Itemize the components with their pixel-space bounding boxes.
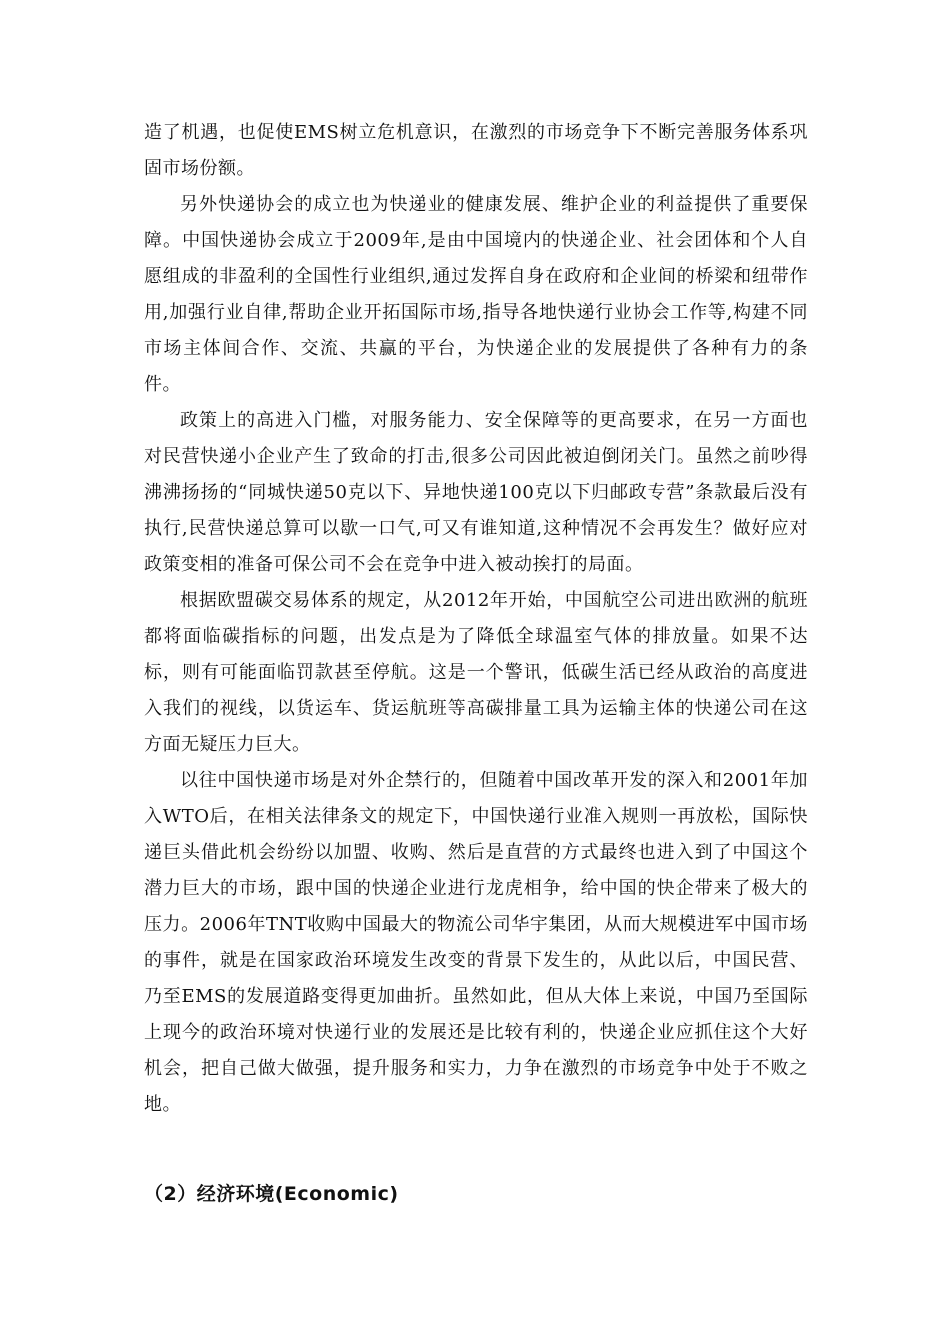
- section-heading-economic: （2）经济环境(Economic): [144, 1183, 399, 1205]
- document-body: [144, 115, 808, 1123]
- paragraph-foreign-entry: 以往中国快递市场是对外企禁行的，但随着中国改革开发的深入和2001年加入WTO后，在相关法律条文的规定下，中国快递行业准入规则一再放松，国际快递巨头借此机会纷纷以加盟、收购、然后是直营的方式最终也进入到了中国这个潜力巨大的市场，跟中国的快递企业进行龙虎相争，给中国的快企带来了极大的压力。2006年TNT收购中国最大的物流公司华宇集团，从而大规模进军中国市场的事件，就是在国家政治环境发生改变的背景下发生的，从此以后，中国民营、乃至EMS的发展道路变得更加曲折。虽然如此，但从大体上来说，中国乃至国际上现今的政治环境对快递行业的发展还是比较有利的，快递企业应抓住这个大好机会，把自己做大做强，提升服务和实力，力争在激烈的市场竞争中处于不败之地。: [144, 770, 808, 1115]
- paragraph-continuation: 造了机遇，也促使EMS树立危机意识，在激烈的市场竞争下不断完善服务体系巩固市场份额。: [144, 122, 808, 179]
- paragraph-policy-barriers: 政策上的高进入门槛，对服务能力、安全保障等的更高要求，在另一方面也对民营快递小企业产生了致命的打击,很多公司因此被迫倒闭关门。虽然之前吵得沸沸扬扬的“同城快递50克以下、异地快递100克以下归邮政专营”条款最后没有执行,民营快递总算可以歇一口气,可又有谁知道,这种情况不会再发生？做好应对政策变相的准备可保公司不会在竞争中进入被动挨打的局面。: [144, 410, 808, 575]
- paragraph-eu-carbon-trading: 根据欧盟碳交易体系的规定，从2012年开始，中国航空公司进出欧洲的航班都将面临碳指标的问题，出发点是为了降低全球温室气体的排放量。如果不达标，则有可能面临罚款甚至停航。这是一个警讯，低碳生活已经从政治的高度进入我们的视线，以货运车、货运航班等高碳排量工具为运输主体的快递公司在这方面无疑压力巨大。: [144, 590, 808, 755]
- paragraph-express-association: 另外快递协会的成立也为快递业的健康发展、维护企业的利益提供了重要保障。中国快递协会成立于2009年,是由中国境内的快递企业、社会团体和个人自愿组成的非盈利的全国性行业组织,通过发挥自身在政府和企业间的桥梁和纽带作用,加强行业自律,帮助企业开拓国际市场,指导各地快递行业协会工作等,构建不同市场主体间合作、交流、共赢的平台，为快递企业的发展提供了各种有力的条件。: [144, 194, 808, 395]
